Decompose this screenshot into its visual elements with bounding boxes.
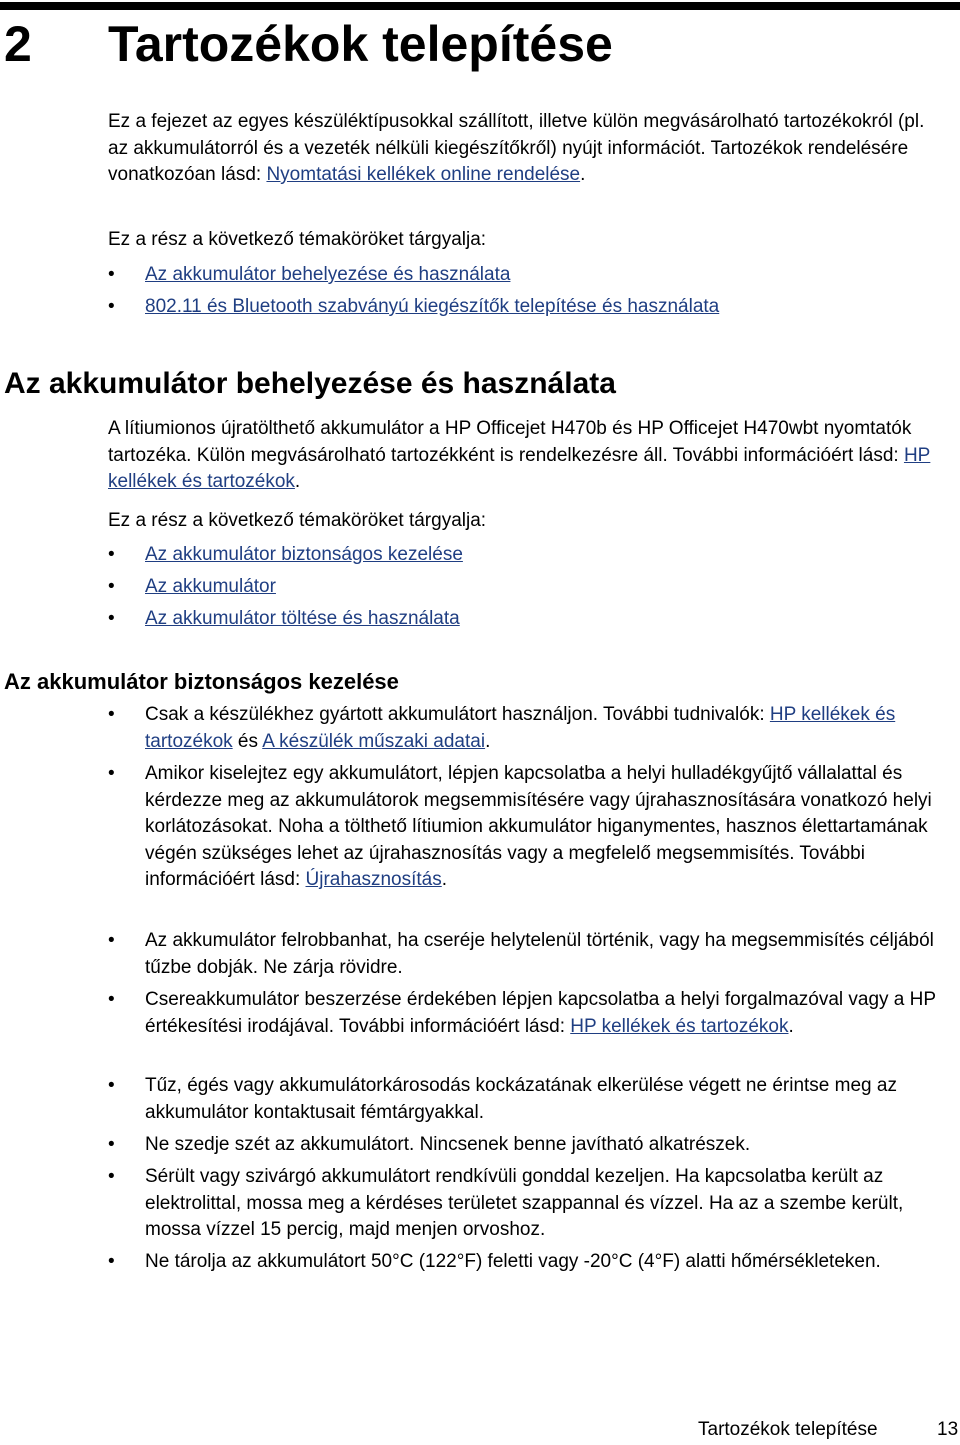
chapter-title: Tartozékok telepítése bbox=[108, 16, 613, 72]
link-battery-charging[interactable]: Az akkumulátor töltése és használata bbox=[145, 608, 460, 629]
bullet-icon: • bbox=[108, 930, 115, 951]
link-hp-supplies[interactable]: HP kellékek és tartozékok bbox=[145, 704, 896, 752]
bullet-icon: • bbox=[108, 1134, 115, 1155]
bullet-text: Tűz, égés vagy akkumulátorkárosodás kockázatának elkerülése végett ne érintse meg az akkumulátor kontaktusait fémtárgyakkal. bbox=[145, 1075, 897, 1123]
intro-topics-label: Ez a rész a következő témaköröket tárgyalja: bbox=[108, 229, 487, 250]
link-recycling[interactable]: Újrahasznosítás bbox=[305, 869, 442, 890]
bullet-text: Sérült vagy szivárgó akkumulátort rendkívüli gonddal kezeljen. Ha kapcsolatba került az elektrolittal, mossa meg a kérdéses területet szappannal és vízzel. Ha az a szembe került, mossa vízzel 15 percig, majd menjen orvoshoz. bbox=[145, 1166, 904, 1240]
bullet-text: Amikor kiselejtez egy akkumulátort, lépjen kapcsolatba a helyi hulladékgyűjtő vállalattal és kérdezze meg az akkumulátorok megsemmisítésére vagy újrahasznosítására vonatkozó helyi korlátozásokat. Noha a tölthető lítiumion akkumulátor higanymentes, hasznos élettartamának végén szükséges lehet az újrahasznosítás vagy a megfelelő megsemmisítés. További információért lásd: bbox=[145, 763, 932, 890]
bullet-icon: • bbox=[108, 989, 115, 1010]
bullet-text: és bbox=[232, 730, 263, 752]
link-battery-safety[interactable]: Az akkumulátor biztonságos kezelése bbox=[145, 544, 463, 565]
bullet-text: . bbox=[788, 1015, 794, 1037]
link-battery[interactable]: Az akkumulátor bbox=[145, 576, 276, 597]
bullet-icon: • bbox=[108, 1075, 115, 1096]
bullet-text: Ne szedje szét az akkumulátort. Nincsenek benne javítható alkatrészek. bbox=[145, 1134, 751, 1155]
bullet-icon: • bbox=[108, 704, 115, 725]
bullet-text: Az akkumulátor felrobbanhat, ha cseréje helytelenül történik, vagy ha megsemmisítés céljából tűzbe dobják. Ne zárja rövidre. bbox=[145, 930, 934, 978]
bullet-text: Csereakkumulátor beszerzése érdekében lépjen kapcsolatba a helyi forgalmazóval vagy a HP értékesítési irodájával. További információért lásd: bbox=[145, 989, 936, 1037]
link-hp-supplies[interactable]: HP kellékek és tartozékok bbox=[570, 1015, 789, 1037]
bullet-icon: • bbox=[108, 763, 115, 784]
intro-text: Ez a fejezet az egyes készüléktípusokkal szállított, illetve külön megvásárolható tartozékokról (pl. az akkumulátorról és a vezeték nélküli kiegészítőkről) nyújt információt. Tartozékok rendelésére vonatkozóan lásd: bbox=[108, 111, 925, 185]
link-online-ordering[interactable]: Nyomtatási kellékek online rendelése bbox=[266, 164, 581, 185]
link-device-specs[interactable]: A készülék műszaki adatai bbox=[262, 730, 486, 752]
bullet-icon: • bbox=[108, 1166, 115, 1187]
link-hp-supplies[interactable]: HP kellékek és tartozékok bbox=[108, 444, 931, 492]
link-battery-install[interactable]: Az akkumulátor behelyezése és használata bbox=[145, 264, 511, 285]
bullet-icon: • bbox=[108, 296, 115, 317]
bullet-text: . bbox=[485, 730, 491, 752]
section-end: . bbox=[294, 471, 301, 492]
bullet-icon: • bbox=[108, 264, 115, 285]
chapter-number: 2 bbox=[4, 16, 32, 72]
section-paragraph bbox=[108, 416, 938, 496]
section-heading: Az akkumulátor behelyezése és használata bbox=[4, 367, 616, 400]
bullet-icon: • bbox=[108, 608, 115, 629]
top-rule bbox=[0, 2, 960, 10]
bullet-text: . bbox=[441, 869, 448, 890]
intro-end: . bbox=[580, 164, 586, 185]
footer-title: Tartozékok telepítése bbox=[698, 1419, 878, 1440]
intro-paragraph bbox=[108, 109, 938, 189]
subsection-heading: Az akkumulátor biztonságos kezelése bbox=[4, 669, 399, 694]
section-topics-label: Ez a rész a következő témaköröket tárgyalja: bbox=[108, 510, 487, 531]
bullet-text: Ne tárolja az akkumulátort 50°C (122°F) feletti vagy -20°C (4°F) alatti hőmérsékleteken. bbox=[145, 1251, 881, 1272]
link-wireless-accessories[interactable]: 802.11 és Bluetooth szabványú kiegészítők telepítése és használata bbox=[145, 296, 720, 317]
bullet-icon: • bbox=[108, 1251, 115, 1272]
bullet-icon: • bbox=[108, 576, 115, 597]
bullet-text: Csak a készülékhez gyártott akkumulátort használjon. További tudnivalók: bbox=[145, 704, 770, 725]
section-text: A lítiumionos újratölthető akkumulátor a HP Officejet H470b és HP Officejet H470wbt nyomtatók tartozéka. Külön megvásárolható tartozékként is rendelkezésre áll. További információért lásd: bbox=[108, 418, 912, 466]
page-number: 13 bbox=[937, 1419, 959, 1440]
bullet-icon: • bbox=[108, 544, 115, 565]
